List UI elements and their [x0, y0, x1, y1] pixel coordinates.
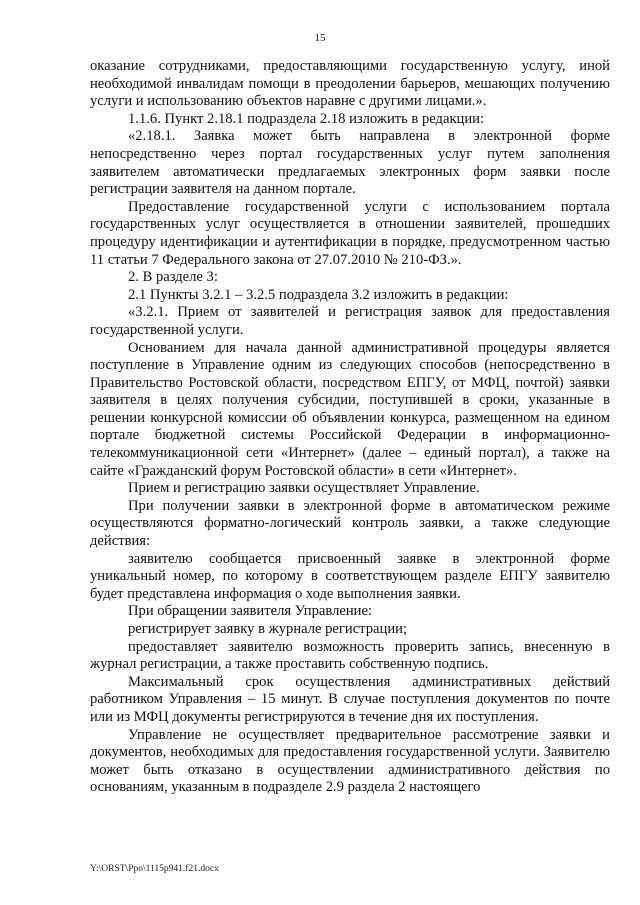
paragraph-13: регистрирует заявку в журнале регистрации; [128, 621, 407, 637]
paragraph-2: 1.1.6. Пункт 2.18.1 подраздела 2.18 изложить в редакции: [128, 110, 485, 127]
paragraph-12: При обращении заявителя Управление: [128, 603, 372, 620]
paragraph-11: заявителю сообщается присвоенный заявке в электронной форме уникальный номер, по которому в соответствующем разделе ЕПГУ заявителю будет представлена информация о ходе выполнения заявки. [90, 550, 610, 602]
paragraph-4: Предоставление государственной услуги с использованием портала государственных услуг осуществляется в отношении заявителей, прошедших процедуру идентификации и аутентификации в порядке, предусмотренном частью 11 статьи 7 Федерального закона от 27.07.2010 № 210-ФЗ.». [90, 198, 610, 268]
document-body [90, 58, 610, 797]
paragraph-8: Основанием для начала данной административной процедуры является поступление в Управление одним из следующих способов (непосредственно в Правительство Ростовской области, посредством ЕПГУ, от МФЦ, почтой) заявки заявителя в целях получения субсидии, поступившей в сроки, указанные в решении конкурсной комиссии об объявлении конкурса, размещенном на едином портале бюджетной системы Российской Федерации в информационно-телекоммуникационной сети «Интернет» (далее – единый портал), а также на сайте «Гражданский форум Ростовской области» в сети «Интернет». [90, 339, 610, 479]
paragraph-9: Прием и регистрацию заявки осуществляет Управление. [128, 480, 480, 497]
paragraph-14: предоставляет заявителю возможность проверить запись, внесенную в журнал регистрации, а также проставить собственную подпись. [90, 638, 610, 673]
file-path-footer: Y:\ORST\Ppo\1115p941.f21.docx [90, 864, 219, 874]
paragraph-1: оказание сотрудниками, предоставляющими государственную услугу, иной необходимой инвалидам помощи в преодолении барьеров, мешающих получению услуги и использованию объектов наравне с другими лицами.». [90, 58, 610, 110]
paragraph-6: 2.1 Пункты 3.2.1 – 3.2.5 подраздела 3.2 изложить в редакции: [128, 286, 509, 303]
paragraph-5: 2. В разделе 3: [128, 269, 218, 286]
paragraph-15: Максимальный срок осуществления административных действий работником Управления – 15 минут. В случае поступления документов по почте или из МФЦ документы регистрируются в течение дня их поступления. [90, 673, 610, 725]
paragraph-16: Управление не осуществляет предварительное рассмотрение заявки и документов, необходимых для предоставления государственной услуги. Заявителю может быть отказано в осуществлении административного действия по основаниям, указанным в подразделе 2.9 раздела 2 настоящего [90, 726, 610, 796]
paragraph-10: При получении заявки в электронной форме в автоматическом режиме осуществляются форматно-логический контроль заявки, а также следующие действия: [90, 497, 610, 550]
paragraph-7: «3.2.1. Прием от заявителей и регистрация заявок для предоставления государственной услуги. [90, 304, 610, 338]
paragraph-3: «2.18.1. Заявка может быть направлена в электронной форме непосредственно через портал государственных услуг путем заполнения заявителем автоматически предлагаемых электронных форм заявки после регистрации заявителя на данном портале. [90, 128, 610, 198]
page-number: 15 [314, 32, 326, 44]
